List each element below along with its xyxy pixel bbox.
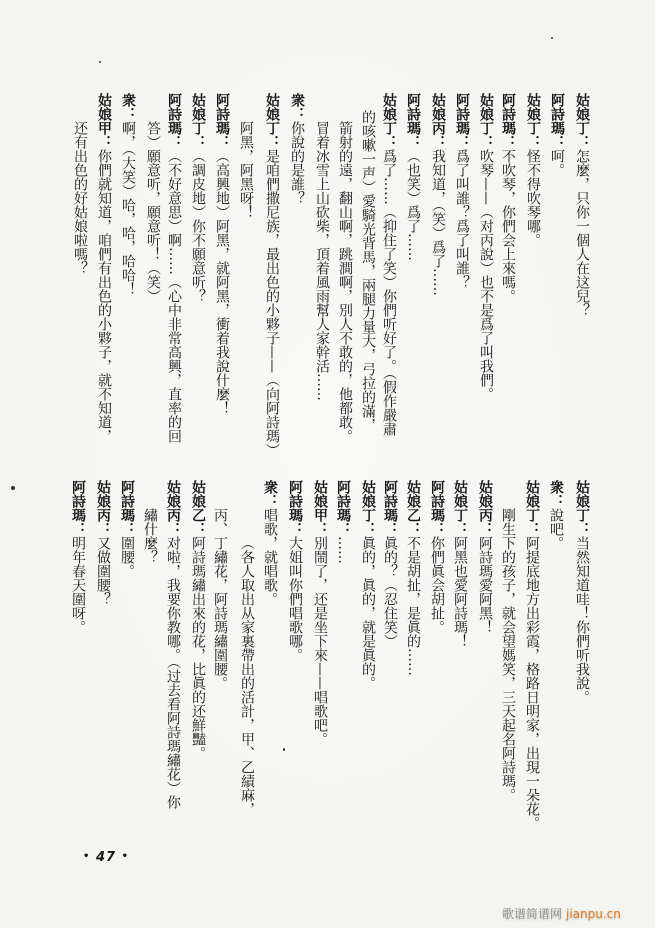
speaker-label: 姑娘丁：	[190, 93, 206, 149]
script-line	[261, 480, 279, 606]
dialogue-text: 剛生下的孩子，就会望媽笑，三天起名阿詩瑪。	[500, 508, 516, 802]
script-line	[286, 480, 304, 662]
speaker-label: 姑娘丁：	[360, 480, 376, 536]
dialogue-text: 圍腰。	[119, 536, 135, 578]
dialogue-text: 眞的？（忍住笑）	[382, 536, 398, 648]
speaker-label: 衆：	[262, 480, 278, 508]
dialogue-text: 不吹琴，你們会上來嗎。	[500, 149, 516, 303]
dialogue-text: ……	[335, 536, 351, 564]
dialogue-text: 冒着冰雪上山砍柴，頂着風雨幫人家幹活……	[314, 121, 330, 401]
speaker-label: 姑娘丁：	[524, 480, 540, 536]
dialogue-text: 又做圍腰？	[95, 536, 111, 606]
script-line	[95, 93, 113, 443]
dialogue-text: 明年春天圍呀。	[70, 536, 86, 634]
script-line-continuation	[313, 121, 331, 401]
speaker-label: 姑娘丙：	[95, 480, 111, 536]
watermark	[502, 905, 621, 922]
script-line-continuation	[71, 121, 89, 275]
dialogue-text: 吹琴——（对丙說）也不是爲了叫我們。	[478, 149, 494, 401]
dialogue-text: （高興地）阿黑，就阿黑，衝着我說什麼！	[214, 149, 230, 415]
dialogue-text: 呵。	[549, 149, 565, 177]
scan-speck	[11, 486, 15, 490]
script-line	[213, 93, 231, 415]
script-line-lyric	[237, 121, 255, 219]
speaker-label: 阿詩瑪：	[405, 93, 421, 149]
speaker-label: 姑娘丙：	[477, 480, 493, 536]
speaker-label: 阿詩瑪：	[70, 480, 86, 536]
speaker-label: 阿詩瑪：	[119, 480, 135, 536]
dialogue-text: 对啦，我要你教哪。（过去看阿詩瑪繡花）你	[165, 536, 181, 809]
dialogue-text: 答）願意听，願意听！（笑）	[145, 121, 161, 303]
script-line-continuation	[336, 121, 354, 443]
speaker-label: 姑娘丙：	[430, 93, 446, 149]
script-line-lyric	[499, 508, 517, 802]
dialogue-text: 眞的，眞的，就是眞的。	[360, 536, 376, 690]
speaker-label: 阿詩瑪：	[287, 480, 303, 536]
dialogue-text: 还有出色的好姑娘啦嗎？	[72, 121, 88, 275]
speaker-label: 姑娘丁：	[574, 480, 590, 536]
dialogue-text: 阿詩瑪繡出來的花，比眞的还鮮豔。	[190, 536, 206, 760]
speaker-label: 姑娘甲：	[312, 480, 328, 536]
dialogue-text: 別鬧了，还是坐下來——唱歌吧。	[312, 536, 328, 746]
script-line	[573, 93, 591, 317]
dialogue-text: 大姐叫你們唱歌哪。	[287, 536, 303, 662]
scan-speck	[551, 37, 553, 39]
dialogue-text: 說吧。	[548, 508, 564, 550]
scan-speck	[283, 748, 285, 751]
script-line	[453, 93, 471, 289]
dialogue-text: 你們就知道，咱們有出色的小夥子，就不知道，	[96, 149, 112, 443]
dialogue-text: 不是胡扯，是眞的……	[405, 536, 421, 676]
speaker-label: 阿詩瑪：	[214, 93, 230, 149]
dialogue-text: 啊，（大笑）哈，哈，哈哈！	[120, 121, 136, 296]
script-line	[189, 93, 207, 303]
dialogue-text: 当然知道哇！你們听我說。	[574, 536, 590, 704]
page-number-value: 47	[95, 850, 117, 865]
speaker-label: 姑娘丁：	[478, 93, 494, 149]
script-line	[523, 480, 541, 830]
dialogue-text: 箭射的遠，翻山啊，跳澗啊，別人不敢的，他都敢。	[337, 121, 353, 443]
script-line-continuation	[144, 121, 162, 303]
script-line	[119, 93, 137, 296]
speaker-label: 姑娘甲：	[96, 93, 112, 149]
dialogue-text: （也笑）爲了……	[405, 149, 421, 261]
dialogue-text: 丙、丁繡花，阿詩瑪繡圍腰。	[212, 508, 228, 690]
script-line	[311, 480, 329, 746]
dialogue-text: 你們眞会胡扯。	[429, 536, 445, 634]
dialogue-text: 阿提底地方出彩霞，格路日明家，出現一朵花。	[524, 536, 540, 830]
speaker-label: 姑娘丁：	[264, 93, 280, 149]
script-line	[477, 93, 495, 401]
script-line	[404, 93, 422, 261]
speaker-label: 阿詩瑪：	[500, 93, 516, 149]
watermark-site-name: 歌谱简谱网	[502, 907, 563, 921]
dialogue-text: （調皮地）你不願意听？	[190, 149, 206, 303]
dialogue-text: 阿黑，阿黑呀！	[238, 121, 254, 219]
script-line	[189, 480, 207, 760]
dialogue-text: （不好意思）啊……（心中非常高興，直率的回	[166, 149, 182, 443]
speaker-label: 衆：	[120, 93, 136, 121]
script-line	[381, 480, 399, 648]
speaker-label: 姑娘丁：	[452, 480, 468, 536]
dialogue-text: 怪不得吹琴哪。	[525, 149, 541, 247]
script-line	[164, 480, 182, 809]
script-line	[380, 93, 398, 436]
speaker-label: 阿詩瑪：	[454, 93, 470, 149]
script-line	[548, 93, 566, 177]
script-line-continuation	[141, 508, 159, 564]
speaker-label: 阿詩瑪：	[429, 480, 445, 536]
script-line	[334, 480, 352, 564]
speaker-label: 姑娘丁：	[525, 93, 541, 149]
script-line	[499, 93, 517, 303]
script-line	[165, 93, 183, 443]
scan-speck	[99, 61, 101, 63]
speaker-label: 姑娘丁：	[381, 93, 397, 149]
watermark-domain: jianpu.cn	[566, 907, 621, 921]
page-number	[83, 850, 129, 865]
script-line	[547, 480, 565, 550]
speaker-label: 姑娘丙：	[165, 480, 181, 536]
script-line	[263, 93, 281, 457]
dialogue-text: 的咳嗽一声）愛騎光背馬，兩腿力量大，弓拉的滿，	[360, 110, 376, 432]
dialogue-text: 阿黑也愛阿詩瑪！	[452, 536, 468, 648]
speaker-label: 阿詩瑪：	[382, 480, 398, 536]
dialogue-text: 怎麼，只你一個人在这兒？	[574, 149, 590, 317]
bullet-icon: •	[121, 851, 129, 862]
script-line	[69, 480, 87, 634]
dialogue-text: 你說的是誰？	[289, 121, 305, 205]
speaker-label: 姑娘乙：	[190, 480, 206, 536]
stage-direction-continuation	[211, 508, 229, 690]
script-line	[118, 480, 136, 578]
speaker-label: 衆：	[289, 93, 305, 121]
dialogue-text: 爲了……（抑住了笑）你們听好了。（假作嚴肅	[381, 149, 397, 436]
dialogue-text: 唱歌，就唱歌。	[262, 508, 278, 606]
script-line	[524, 93, 542, 247]
script-line	[94, 480, 112, 606]
speaker-label: 姑娘乙：	[405, 480, 421, 536]
script-line	[404, 480, 422, 676]
speaker-label: 阿詩瑪：	[549, 93, 565, 149]
speaker-label: 姑娘丁：	[574, 93, 590, 149]
bullet-icon: •	[83, 851, 91, 862]
script-line	[288, 93, 306, 205]
script-line	[428, 480, 446, 634]
script-line	[429, 93, 447, 296]
script-line	[476, 480, 494, 634]
stage-direction	[238, 536, 256, 816]
speaker-label: 阿詩瑪：	[335, 480, 351, 536]
script-line	[573, 480, 591, 704]
script-line	[359, 480, 377, 690]
dialogue-text: 繡什麼？	[142, 508, 158, 564]
dialogue-text: 阿詩瑪愛阿黑！	[477, 536, 493, 634]
speaker-label: 阿詩瑪：	[166, 93, 182, 149]
script-line-continuation	[359, 110, 377, 432]
dialogue-text: （各人取出从家裏帶出的活計，甲、乙績麻，	[239, 536, 255, 816]
speaker-label: 衆：	[548, 480, 564, 508]
dialogue-text: 我知道，（笑）爲了……	[430, 149, 446, 296]
dialogue-text: 爲了叫誰？爲了叫誰？	[454, 149, 470, 289]
script-line	[451, 480, 469, 648]
dialogue-text: 是咱們撒尼族，最出色的小夥子——（向阿詩瑪）	[264, 149, 280, 457]
